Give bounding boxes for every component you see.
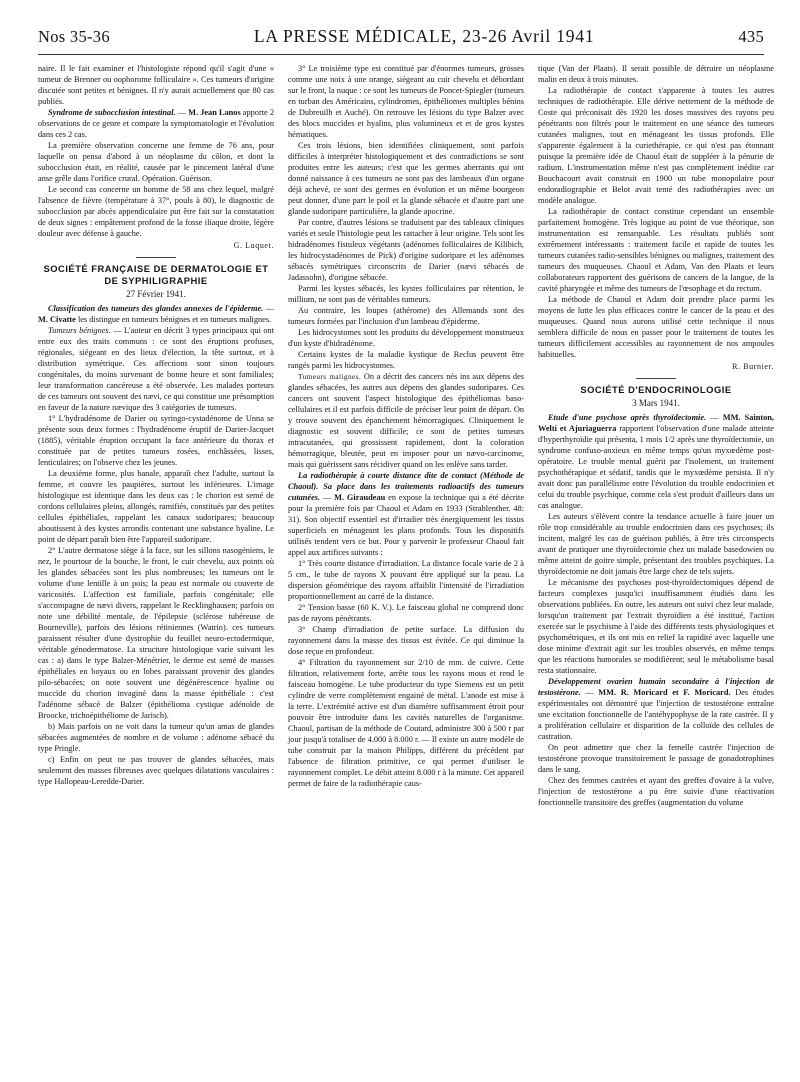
paragraph: Le mécanisme des psychoses post-thyroïdectomiques dépend de facteurs complexes jusqu'ici insuffisamment étudiés dans les observations publiées. En outre, les auteurs ont suivi chez leur malade, lorsqu'un traitement par l'extrait thyroïdien a été institué, l'action exercée sur le psychisme à l'aide des différents tests physiologiques et psychométriques, et ils ont mis en relief la rapidité avec laquelle une dose minime d'extrait agit sur les troubles observés, en même temps que les réactions humorales se modifièrent; seul le métabolisme basal resta stationnaire. [538, 578, 774, 675]
paragraph: Syndrome de subocclusion intestinal. — M. Jean Lanos apporte 2 observations de ce genre et compare la symptomatologie et l'évolution dans ces 2 cas. [38, 108, 275, 139]
column-3 [538, 63, 774, 808]
section-divider [636, 378, 676, 379]
paragraph: 2° Tension basse (60 K. V.). Le faisceau global ne comprend donc pas de rayons pénétrants. [288, 603, 524, 623]
author-name: M. Jean Lanos [188, 108, 241, 117]
paragraph: La radiothérapie à courte distance dite de contact (Méthode de Chaoul). Sa place dans les traitements radioactifs des tumeurs cutanées. — M. Giraudeau en expose la technique qui a été décrite pour la première fois par Chaoul et Adam en 1933 (Strahlenther. 48: 31). Son objectif essentiel est d'irradier très énergiquement les tissus superficiels en ménageant les plans profonds. Tous les dispositifs utilisés tendent vers ce but. Pour y parvenir le professeur Chaoul fait appel aux artifices suivants : [288, 471, 525, 557]
society-title: SOCIÉTÉ FRANÇAISE DE DERMATOLOGIE ET DE SYPHILIGRAPHIE [43, 263, 269, 286]
paragraph-text: On a décrit des cancers nés ins aux dépens des glandes sébacées, les autres aux dépens des glandes sudoripares. Ces cancers ont souvent l'aspect histologique des épithéliomas baso-cellulaires et il est parfois difficile de préciser leur point de départ. On y trouve souvent des épanchement hémorragiques. Cliniquement le diagnostic est souvent difficile; ce sont de petites tumeurs intracutanées, qui grossissent rapidement, dont la coloration hémorragique, bleutée, peut en imposer pour un nævo-carcinome, mais qui guérissent sans récidiver quand on les enlève sans tarder. [288, 372, 524, 469]
paragraph: Les hidrocystomes sont les produits du développement monstrueux d'un kyste d'hidradénome. [288, 328, 524, 348]
paragraph-text: les distingue en tumeurs bénignes et en tumeurs malignes. [75, 315, 272, 324]
paragraph: Le second cas concerne un homme de 58 ans chez lequel, malgré l'absence de fièvre (température à 37°, pouls à 80), le diagnostic de subocclusion par abcès appendiculaire put être fait sur la constatation de deux signes : empâtement profond de la fosse iliaque droite, légère douleur avec défense à gauche. [38, 185, 274, 238]
paragraph: Classification des tumeurs des glandes annexes de l'épiderme. — M. Civatte les distingue en tumeurs bénignes et en tumeurs malignes. [38, 304, 275, 324]
author-name: M. Civatte [38, 315, 76, 324]
paragraph: 2° L'autre dermatose siège à la face, sur les sillons nasogéniens, le nez, le pourtour de la bouche, le front, le cuir chevelu, aux points où les glandes sébacées sont les plus nombreuses; les tumeurs ont le volume d'une lentille à un pois; la peau est normale ou couverte de varicosités. L'affection est familiale, parfois congénitale; elle s'accompagne de nævi divers, rappelant le Recklinghausen; parfois on note une débilité mentale, de l'épilepsie (sclérose tubéreuse de Bourneville), parfois des lésions rétiniennes (Watrin). ces tumeurs paraissent résulter d'une dystrophie du feuillet neuro-ectodermique, véritable génodermatose. La structure histologique varie suivant les cas : a) dans le type Balzer-Ménétrier, le derme est semé de masses épithéliales en boyaux ou en lobes paraissant provenir des glandes pilo-sébacées; on note souvent une dégénérescence hyaline ou muccïde du chorion invaginé dans la masse épithéliale : c'est l'adénome sébacé de Balzer (épithélioma cystique adénoïde de Broocke, trichoépithéliome de Jarisch). [38, 546, 274, 720]
subsection-lead: Tumeurs bénignes. [48, 326, 111, 335]
communication-title: La radiothérapie à courte distance dite de contact (Méthode de Chaoul). Sa place dans les traitements radioactifs des tumeurs cutanées. [288, 471, 524, 502]
running-head [38, 26, 764, 55]
paragraph: La première observation concerne une femme de 76 ans, pour laquelle on pensa d'abord à un néoplasme du côlon, et dont la subocclusion était, en réalité, causée par le pincement latéral d'une anse grêle dans l'orifice crural. Opération. Guérison. [38, 141, 274, 183]
society-title: SOCIÉTÉ D'ENDOCRINOLOGIE [580, 384, 732, 395]
paragraph: On peut admettre que chez la femelle castrée l'injection de testostérone provoque transitoirement le passage de gonadotrophines dans le sang. [538, 743, 774, 774]
paragraph: Développement ovarien humain secondaire à l'injection de testostérone. — MM. R. Moricard et F. Moricard. Des études expérimentales ont démontré que l'injection de testostérone entraîne une excitation fonctionnelle de l'antéhypophyse de la rate castrée. Il y a prolifération cellulaire et disparition de la colloïde des cellules de castration. [538, 677, 774, 741]
paragraph: 1° L'hydradénome de Darier ou syringo-cystadénome de Unna se présente sous deux formes : l'hydradénome éruptif de Darier-Jacquet (1885), véritable éruption occupant la face antérieure du thorax et constituée par de petites tumeurs rosées, enchâssées, lisses, lenticulaires; on l'observe chez les jeunes. [38, 414, 274, 467]
paragraph: 4° Filtration du rayonnement sur 2/10 de mm. de cuivre. Cette filtration, relativement forte, arrête tous les rayons mous et rend le faisceau homogène. Le tube producteur du type Siemens est un petit cylindre de verre complètement engainé de métal. L'anode est mise à la terre. L'extrémité active est d'un diamètre suffisamment étroit pour pouvoir être introduite dans les cavités naturelles de l'organisme. Chaoul, partisan de la méthode de Coutard, administre 300 à 500 r par jour jusqu'à totaliser de 4.000 à 8.000 r. — Il existe un autre modèle de tube construit par la maison Philipps, différent du précédent par l'absence de filtration primitive, ce qui permet d'utiliser le rayonnement complet. Le débit atteint 8.000 r à la minute. Cet appareil permet de faire de la radiothérapie caus- [288, 658, 524, 788]
paragraph: La radiothérapie de contact constitue cependant un ensemble parfaitement homogène. Très logique au point de vue théorique, son instrumentation est remarquable. Les résultats publiés sont extrêmement intéressants : traitement facile et rapide de toutes les tumeurs cutanées radio-sensibles bénignes ou malignes, traitement des tumeurs des muqueuses. Chaoul et Adam, Van den Plaats et leurs collaborateurs rapportent des guérisons de cancers de la langue, de la cavité pharyngée et même des tumeurs de l'œsophage et du rectum. [538, 207, 774, 293]
session-date: 27 Février 1941. [126, 289, 186, 299]
paragraph: Au contraire, les loupes (athérome) des Allemands sont des tumeurs formées par l'inclusion d'un lambeau d'épiderme. [288, 306, 524, 326]
paragraph: naire. Il le fait examiner et l'histologiste répond qu'il s'agit d'une « tumeur de Brenner ou oophorome folliculaire ». Ces tumeurs d'origine discutée sont petites et bénignes. Il n'y aurait actuellement que 80 cas publiés. [38, 64, 274, 106]
paragraph: c) Enfin on peut ne pas trouver de glandes sébacées, mais seulement des masses fibreuses avec quelques dilatations vasculaires : type Hallopeau-Leredde-Darier. [38, 755, 274, 786]
section-divider [136, 257, 176, 258]
paragraph-text: — L'auteur en décrit 3 types principaux qui ont entre eux des traits communs : ce sont des éruptions profuses, régionales, siégeant en des lieux d'élection, la tête surtout, et à distribution symétrique. Ces affections sont sinon toujours congénitales, du moins survenant de bonne heure et sont familiales; leur transformation cancéreuse a été observée. Les malades porteurs de ces tumeurs ont souvent des nævi, ce qui constitue une présomption en faveur de la nature nævique des 3 catégories de tumeurs. [38, 326, 275, 412]
paragraph: Certains kystes de la maladie kystique de Reclus peuvent être rangés parmi les hidrocystomes. [288, 350, 524, 370]
paragraph: Ces trois lésions, bien identifiées cliniquement, sont parfois difficiles à interpréter histologiquement et des contradictions se sont produites entre les auteurs; c'est que les germes aberrants qui ont donné naissance à ces tumeurs ne sont pas des lambeaux d'un organe déjà achevé, ce sont des germes en évolution et un même bourgeon peut donner, d'une part le poil et la glande sébacée et d'autre part une glande sudoripare particulière, la glande apocrine. [288, 141, 524, 216]
paragraph: 3° Le troisième type est constitué par d'énormes tumeurs, grosses comme une noix à une orange, siégeant au cuir chevelu et débordant sur le front, la nuque : ce sont les tumeurs de Poncet-Spiegler (tumeurs en turban des Américains, cylindromes, épithéliomes multiples bénins de Dubreuilh et Auché). On retrouve les lésions du type Balzer avec des blocs muccïdes et hyalins, plus volumineux et et de gros kystes hématiques. [288, 64, 524, 139]
paragraph [288, 371, 524, 470]
paragraph: Chez des femmes castrées et ayant des greffes d'ovaire à la vulve, l'injection de testostérone a pu être suivie d'une réactivation fonctionnelle transitoire des greffes (augmentation du volume [538, 776, 774, 807]
signature: G. Luquet. [233, 241, 274, 250]
paragraph: La méthode de Chaoul et Adam doit prendre place parmi les moyens de lutte les plus efficaces contre le cancer de la peau et des muqueuses. Quand nous aurons utilisé cette technique il nous semblera difficile de nous en passer pour le traitement de toutes les tumeurs difficilement accessibles au rayonnement de nos ampoules habituelles. [538, 295, 774, 359]
author-name: MM. Sainton, Welti et Ajuriaguerra [538, 413, 774, 433]
subsection-lead: Tumeurs malignes. [298, 372, 362, 381]
signature: R. Burnier. [732, 362, 774, 371]
paragraph: Parmi les kystes sébacés, les kystes folliculaires par rétention, le millium, ne sont pas de véritables tumeurs. [288, 284, 524, 304]
paragraph: 3° Champ d'irradiation de petite surface. La diffusion du rayonnement dans la masse des tissus est évitée. Ce qui diminue la dose reçue en profondeur. [288, 625, 524, 656]
paragraph: 1° Très courte distance d'irradiation. La distance focale varie de 2 à 5 cm., le tube de rayons X pouvant être appliqué sur la peau. La dispersion géométrique des rayons affaiblit l'intensité de l'irradiation proportionnellement au carré de la distance. [288, 559, 524, 601]
communication-title: Développement ovarien humain secondaire à l'injection de testostérone. [538, 677, 774, 697]
session-date: 3 Mars 1941. [632, 398, 680, 408]
paragraph [38, 325, 274, 413]
page-number: 435 [738, 27, 764, 46]
communication-title: Syndrome de subocclusion intestinal. [48, 108, 176, 117]
paragraph: b) Mais parfois on ne voit dans la tumeur qu'un amas de glandes sébacées augmentées de nombre et de volume : adénome sébacé du type Pringle. [38, 722, 274, 753]
paragraph: tique (Van der Plaats). Il serait possible de détruire un néoplasme malin en deux à trois minutes. [538, 64, 774, 84]
paragraph: Etude d'une psychose après thyroïdectomie. — MM. Sainton, Welti et Ajuriaguerra rapportent l'observation d'une malade atteinte d'hyperthyroïdie qui présenta, 1 mois 1/2 après une thyroïdectomie, un syndrome confuso-anxieux en même temps qu'un myxœdème post-opératoire. Le trouble mental guérit par l'isolement, un traitement psychothérapique et sédatif, tandis que le myxœdème persista. Il n'y avait donc pas parallélisme entre l'évolution du trouble endocrinien et celui du trouble psychique, comme cela s'est produit d'ailleurs dans un cas analogue. [538, 413, 775, 510]
communication-title: Classification des tumeurs des glandes annexes de l'épiderme. [48, 304, 264, 313]
paragraph: La deuxième forme, plus banale, apparaît chez l'adulte, surtout la femme, et couvre les paupières, surtout les inférieures. L'image histologique est identique dans les deux cas : le chorion est semé de cordons cellulaires pleins, allongés, ramifiés, constitués par des petites cellules épithéliales, rappelant les canaux sudoripares; beaucoup aboutissent à des kystes arrondis contenant une substance hyaline. Le point de départ paraît bien être l'appareil sudoripare. [38, 469, 274, 544]
journal-title-date: LA PRESSE MÉDICALE, 23-26 Avril 1941 [253, 26, 595, 46]
paragraph: Par contre, d'autres lésions se traduisent par des tableaux cliniques variés et seule l'histologie peut les rattacher à leur origine. Tels sont les hidradénomes fistuleux végétants (adénomes folliculaires de Kilibich, les hidrocystadénomes de Pick) d'origine sudoripare et les adénomes sébacés symétriques circonscrits de Darier (nævi sébacés de Jadassohn), d'origine sébacée. [288, 218, 524, 282]
column-1 [38, 63, 274, 808]
paragraph: Les auteurs s'élèvent contre la tendance actuelle à faire jouer un rôle trop considérable au trouble endocrinien dans ces psychoses; ils incitent, malgré les cas de guérison publiés, à être très circonspects avant de pratiquer une thyroïdectomie chez un malade basedowien ou même atteint de goitre simple, présentant des troubles psychiques. La thyroïdectomie ne doit jamais être large chez de tels sujets. [538, 512, 774, 576]
communication-title: Etude d'une psychose après thyroïdectomie. [548, 413, 707, 422]
issue-number: Nos 35-36 [38, 27, 110, 46]
paragraph-text: Des études expérimentales ont démontré que l'injection de testostérone entraîne une excitation fonctionnelle de l'antéhypophyse de la rate castrée. Il y a prolifération cellulaire et disparition de la colloïde des cellules de castration. [538, 688, 774, 741]
paragraph-text: en expose la technique qui a été décrite pour la première fois par Chaoul et Adam en 1933 (Strahlenther. 48: 31). Son objectif essentiel est d'irradier très énergiquement les tissus superficiels en ménageant les plans profonds. Tous les dispositifs utilisés tendent vers ce but. Pour y parvenir le professeur Chaoul fait appel aux artifices suivants : [288, 493, 525, 557]
paragraph-text: apporte 2 observations de ce genre et compare la symptomatologie et l'évolution dans ces 2 cas. [38, 108, 275, 139]
text-columns [38, 63, 775, 808]
author-name: MM. R. Moricard et F. Moricard. [598, 688, 731, 697]
author-name: M. Giraudeau [334, 493, 386, 502]
paragraph-text: rapportent l'observation d'une malade atteinte d'hyperthyroïdie qui présenta, 1 mois 1/2 après une thyroïdectomie, un syndrome confuso-anxieux en même temps qu'un myxœdème post-opératoire. Le trouble mental guérit par l'isolement, un traitement psychothérapique et sédatif, tandis que le myxœdème persista. Il n'y avait donc pas parallélisme entre l'évolution du trouble endocrinien et celui du trouble psychique, comme cela s'est produit d'ailleurs dans un cas analogue. [538, 424, 775, 510]
column-2 [288, 63, 524, 808]
paragraph: La radiothérapie de contact s'apparente à toutes les autres techniques de radiothérapie. Elle dérive nettement de la méthode de Coste qui préconisait dès 1920 les doses massives des rayons peu pénétrants non filtrés pour le traitement en une séance des tumeurs cutanées malignes, tout en ménageant les tissus profonds. Elle s'apparente également à la curiethérapie, ce qui n'est pas étonnant puisque la première idée de Chaoul était de suppléer à la pénurie de radium. L'instrumentation même n'est pas complètement inédite car Bouchacourt avait construit en 1900 un tube monopolaire pour endoradiographie et Belot avait tenté des radiothérapies avec un modèle analogue. [538, 86, 774, 205]
